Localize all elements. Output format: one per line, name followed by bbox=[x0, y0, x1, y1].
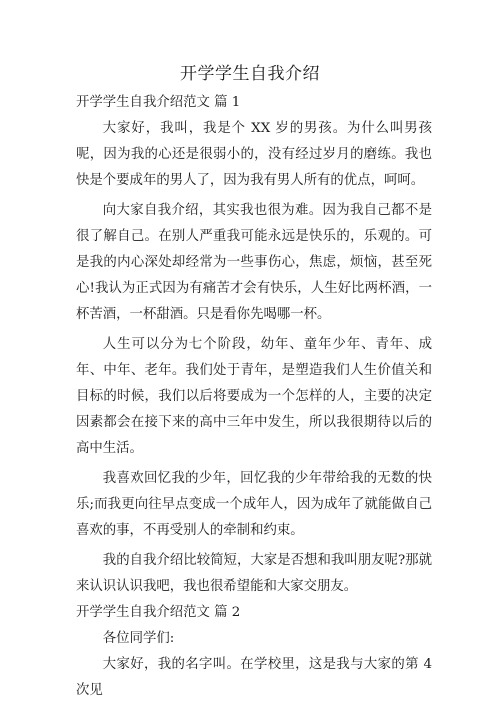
section-heading-2: 开学学生自我介绍范文 篇 2 bbox=[76, 605, 241, 620]
paragraph: 我喜欢回忆我的少年，回忆我的少年带给我的无数的快乐;而我更向往早点变成一个成年人，因为成年了就能做自己喜欢的事，不再受别人的牵制和约束。 bbox=[76, 471, 432, 538]
document-body bbox=[76, 90, 432, 704]
paragraph: 人生可以分为七个阶段，幼年、童年少年、青年、成年、中年、老年。我们处于青年，是塑造我们人生价值关和目标的时候，我们以后将要成为一个怎样的人，主要的决定因素都会在接下来的高中三年中发生，所以我很期待以后的高中生活。 bbox=[76, 337, 432, 456]
document-title: 开学学生自我介绍 bbox=[180, 64, 320, 84]
greeting-line: 各位同学们: bbox=[102, 631, 175, 646]
paragraph: 大家好，我叫，我是个 XX 岁的男孩。为什么叫男孩呢，因为我的心还是很弱小的，没有经过岁月的磨练。我也快是个要成年的男人了，因为我有男人所有的优点，呵呵。 bbox=[76, 121, 432, 188]
paragraph: 向大家自我介绍，其实我也很为难。因为我自己都不是很了解自己。在别人严重我可能永远是快乐的，乐观的。可是我的内心深处却经常为一些事伤心，焦虑，烦恼，甚至死心!我认为正式因为有痛苦才会有快乐，人生好比两杯酒，一杯苦酒，一杯甜酒。只是看你先喝哪一杯。 bbox=[76, 203, 432, 322]
paragraph: 我的自我介绍比较简短，大家是否想和我叫朋友呢?那就来认识认识我吧，我也很希望能和大家交朋友。 bbox=[76, 553, 432, 594]
section-heading-1: 开学学生自我介绍范文 篇 1 bbox=[76, 95, 241, 110]
paragraph: 大家好，我的名字叫。在学校里，这是我与大家的第 4 次见 bbox=[76, 657, 432, 698]
